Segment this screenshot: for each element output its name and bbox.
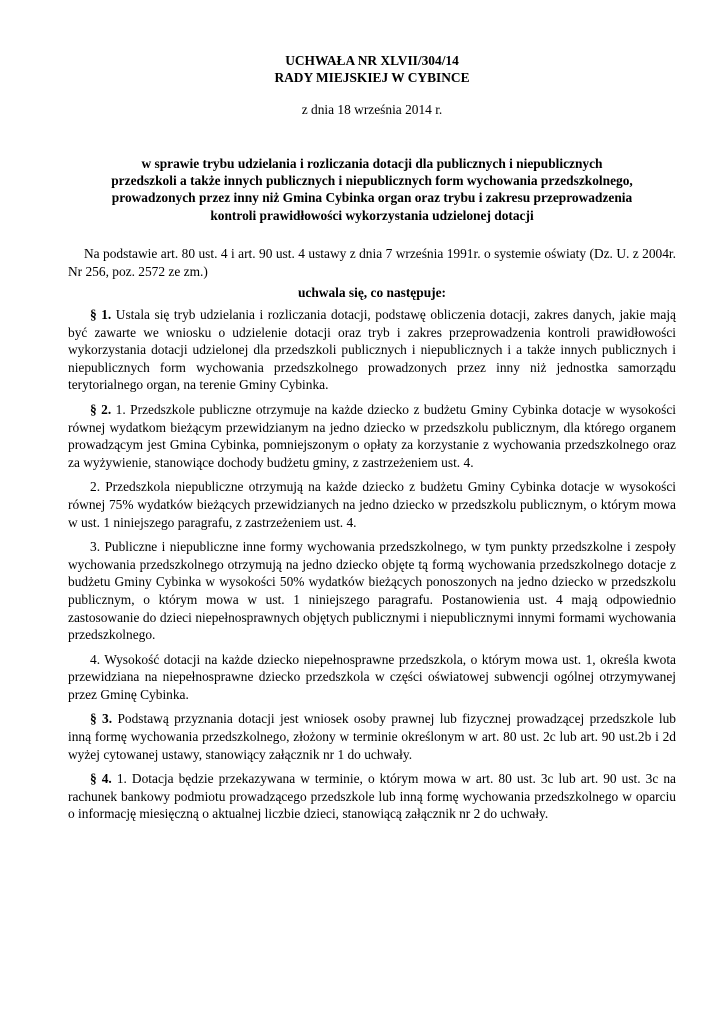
section-marker: § 2.: [90, 401, 112, 417]
paragraph-2-3: [68, 538, 676, 644]
paragraph-text: Ustala się tryb udzielania i rozliczania dotacji, podstawę obliczenia dotacji, zakres danych, jakie mają być zawarte we wniosku o udzielenie dotacji oraz tryb i zakres przeprowadzenia kontroli prawidłowości wykorzystania dotacji udzielonej dla przedszkoli publicznych i niepublicznych i a także innych publicznych i niepublicznych form wychowania przedszkolnego prowadzonych przez inny niż jednostka samorządu terytorialnego organ, na terenie Gminy Cybinka.: [68, 307, 676, 393]
paragraph-2-2: [68, 478, 676, 531]
paragraph-4: [68, 770, 676, 823]
resolution-date: z dnia 18 września 2014 r.: [301, 102, 443, 117]
section-marker: § 4.: [90, 771, 112, 787]
subject-line: przedszkoli a także innych publicznych i niepublicznych form wychowania przedszkolnego,: [111, 173, 633, 188]
section-marker: § 1.: [90, 307, 112, 322]
subject-line: w sprawie trybu udzielania i rozliczania dotacji dla publicznych i niepublicznych: [141, 155, 603, 171]
paragraph-text: Podstawą przyznania dotacji jest wniosek osoby prawnej lub fizycznej prowadzącej przedszkole lub inną formę wychowania przedszkolnego, złożony w terminie określonym w art. 80 ust. 2c lub art. 90 ust.2b i 2d wyżej cytowanej ustawy, stanowiący załącznik nr 1 do uchwały.: [68, 711, 676, 762]
paragraph-3: [68, 710, 676, 763]
paragraph-text: 3. Publiczne i niepubliczne inne formy wychowania przedszkolnego, w tym punkty przedszkolne i zespoły wychowania przedszkolnego otrzymują na jedno dziecko objęte tą formą wychowania przedszkolnego dotacje z budżetu Gminy Cybinka w wysokości 50% wydatków bieżących ponoszonych na jedno dziecko w przedszkolu publicznym, o którym mowa w ust. 1 niniejszego paragrafu. Postanowienia ust. 4 mają odpowiednio zastosowanie do dzieci niepełnosprawnych objętych publicznymi i niepublicznymi innymi formami wychowania przedszkolnego.: [68, 539, 676, 643]
paragraph-text: 1. Przedszkole publiczne otrzymuje na każde dziecko z budżetu Gminy Cybinka dotacje w wysokości równej wydatkom bieżącym przewidzianym na jedno dziecko w przedszkolu publicznym, dla którego organem prowadzącym jest Gmina Cybinka, pomniejszonym o opłaty za korzystanie z wychowania przedszkolnego oraz za wyżywienie, stanowiące dochody budżetu gminy, z zastrzeżeniem ust. 4.: [68, 401, 676, 470]
resolution-subject: [68, 155, 676, 225]
council-name: RADY MIEJSKIEJ W CYBINCE: [274, 70, 470, 85]
section-marker: § 3.: [90, 711, 113, 727]
paragraph-text: 1. Dotacja będzie przekazywana w terminie, o którym mowa w art. 80 ust. 3c lub art. 90 ust. 3c na rachunek bankowy podmiotu prowadzącego przedszkole lub inną formę wychowania przedszkolnego w oparciu o informację miesięczną o aktualnej liczbie dzieci, stanowiącą załącznik nr 2 do uchwały.: [68, 771, 676, 822]
paragraph-1: [68, 306, 676, 394]
resolution-number: UCHWAŁA NR XLVII/304/14: [285, 53, 459, 68]
paragraph-2-1: [68, 401, 676, 471]
paragraph-text: 2. Przedszkola niepubliczne otrzymują na każde dziecko z budżetu Gminy Cybinka dotacje w wysokości równej 75% wydatków bieżących przewidzianych na jedno dziecko w przedszkolu publicznym, o którym mowa w ust. 1 niniejszego paragrafu, z zastrzeżeniem ust. 4.: [68, 479, 676, 530]
paragraph-text: 4. Wysokość dotacji na każde dziecko niepełnosprawne przedszkola, o którym mowa ust. 1, określa kwota przewidziana na niepełnosprawne dziecko przedszkola w części oświatowej subwencji ogólnej otrzymywanej przez Gminę Cybinka.: [68, 651, 676, 702]
subject-line: prowadzonych przez inny niż Gmina Cybinka organ oraz trybu i zakresu przeprowadzenia: [111, 190, 633, 206]
subject-line: kontroli prawidłowości wykorzystania udzielonej dotacji: [210, 207, 534, 223]
resolves-heading: uchwala się, co następuje:: [297, 285, 447, 301]
paragraph-2-4: [68, 651, 676, 704]
legal-basis: Na podstawie art. 80 ust. 4 i art. 90 ust. 4 ustawy z dnia 7 września 1991r. o systemie oświaty (Dz. U. z 2004r. Nr 256, poz. 2572 ze zm.): [68, 246, 676, 279]
document-page: [68, 52, 676, 823]
